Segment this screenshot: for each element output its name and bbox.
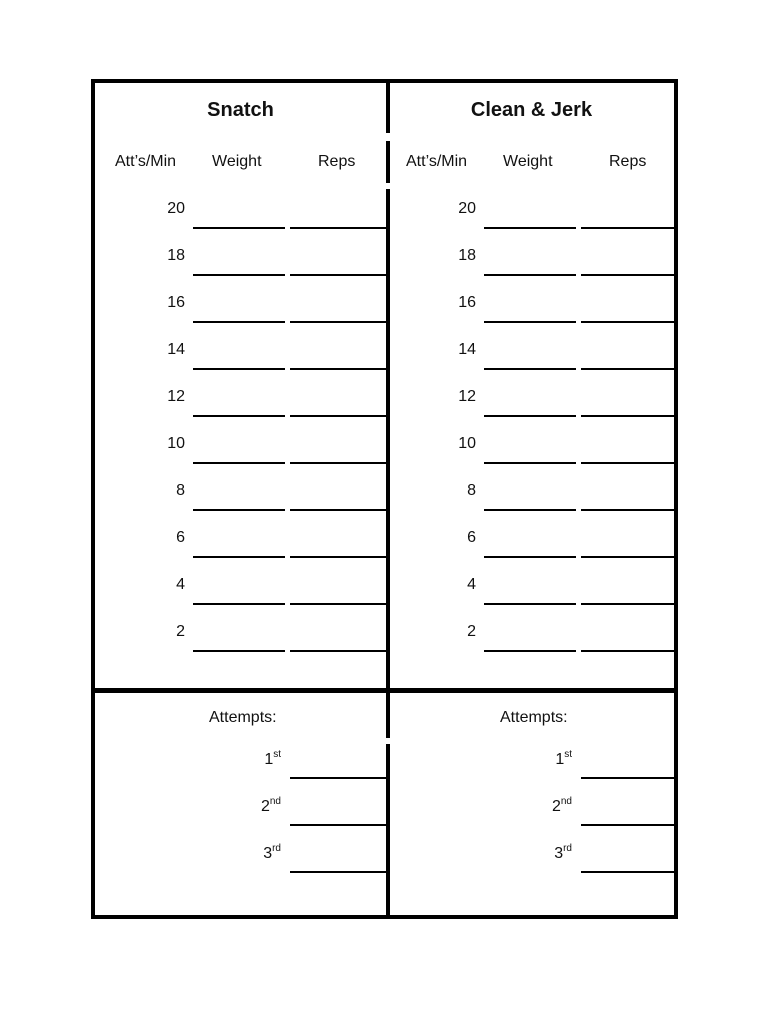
attempt-blank[interactable] [581, 777, 677, 779]
reps-header: Reps [609, 153, 647, 170]
attempt-suffix: nd [269, 796, 281, 807]
attempt-blank[interactable] [290, 777, 386, 779]
attempt-blank[interactable] [581, 871, 677, 873]
section-divider [95, 688, 674, 693]
reps-blank[interactable] [581, 368, 677, 370]
att-min-value: 4 [467, 576, 476, 593]
weight-blank[interactable] [193, 321, 285, 323]
attempt-ordinal [532, 798, 572, 816]
att-min-value: 10 [167, 435, 185, 452]
att-min-value: 14 [458, 341, 476, 358]
att-min-value: 6 [176, 529, 185, 546]
reps-blank[interactable] [290, 321, 386, 323]
reps-blank[interactable] [581, 650, 677, 652]
attempt-number: 1 [264, 751, 274, 768]
attempt-suffix: nd [560, 796, 572, 807]
reps-blank[interactable] [290, 556, 386, 558]
reps-blank[interactable] [290, 415, 386, 417]
weight-blank[interactable] [193, 556, 285, 558]
reps-blank[interactable] [290, 274, 386, 276]
attempt-number: 2 [551, 798, 561, 815]
weight-blank[interactable] [193, 650, 285, 652]
reps-blank[interactable] [581, 227, 677, 229]
reps-blank[interactable] [581, 603, 677, 605]
weight-blank[interactable] [484, 274, 576, 276]
weight-blank[interactable] [484, 603, 576, 605]
attempt-number: 3 [554, 845, 564, 862]
reps-blank[interactable] [581, 321, 677, 323]
att-min-value: 8 [176, 482, 185, 499]
attempt-number: 1 [555, 751, 565, 768]
weight-blank[interactable] [193, 368, 285, 370]
weight-blank[interactable] [484, 462, 576, 464]
weight-blank[interactable] [484, 227, 576, 229]
weight-blank[interactable] [193, 603, 285, 605]
attempt-blank[interactable] [290, 871, 386, 873]
att-min-value: 20 [167, 200, 185, 217]
center-divider [386, 141, 390, 183]
attempt-ordinal [241, 798, 281, 816]
att-min-value: 10 [458, 435, 476, 452]
reps-blank[interactable] [581, 509, 677, 511]
reps-blank[interactable] [581, 462, 677, 464]
reps-blank[interactable] [290, 509, 386, 511]
attempt-ordinal [241, 751, 281, 769]
attempt-suffix: rd [563, 843, 572, 854]
att-min-value: 20 [458, 200, 476, 217]
weight-blank[interactable] [484, 556, 576, 558]
attempt-ordinal [532, 751, 572, 769]
lifting-sheet [91, 79, 678, 919]
attempts-label: Attempts: [209, 709, 277, 726]
att-min-value: 4 [176, 576, 185, 593]
reps-blank[interactable] [290, 227, 386, 229]
attempt-suffix: st [273, 749, 281, 760]
attempt-suffix: st [564, 749, 572, 760]
weight-header: Weight [503, 153, 553, 170]
weight-blank[interactable] [193, 462, 285, 464]
reps-blank[interactable] [290, 650, 386, 652]
attempt-suffix: rd [272, 843, 281, 854]
center-divider [386, 744, 390, 919]
att-min-value: 16 [167, 294, 185, 311]
reps-blank[interactable] [290, 368, 386, 370]
attempts-label: Attempts: [500, 709, 568, 726]
atts-per-min-header: Att’s/Min [115, 153, 177, 170]
attempt-ordinal [532, 845, 572, 863]
weight-blank[interactable] [193, 415, 285, 417]
att-min-value: 16 [458, 294, 476, 311]
att-min-value: 18 [458, 247, 476, 264]
reps-blank[interactable] [290, 462, 386, 464]
weight-blank[interactable] [484, 415, 576, 417]
att-min-value: 12 [458, 388, 476, 405]
weight-blank[interactable] [484, 509, 576, 511]
reps-blank[interactable] [581, 274, 677, 276]
center-divider [386, 694, 390, 738]
att-min-value: 18 [167, 247, 185, 264]
center-divider [386, 189, 390, 704]
attempt-blank[interactable] [581, 824, 677, 826]
weight-blank[interactable] [193, 509, 285, 511]
reps-blank[interactable] [581, 415, 677, 417]
reps-blank[interactable] [290, 603, 386, 605]
att-min-value: 8 [467, 482, 476, 499]
att-min-value: 6 [467, 529, 476, 546]
reps-header: Reps [318, 153, 356, 170]
attempt-number: 3 [263, 845, 273, 862]
weight-blank[interactable] [484, 650, 576, 652]
reps-blank[interactable] [581, 556, 677, 558]
weight-blank[interactable] [193, 227, 285, 229]
attempt-number: 2 [260, 798, 270, 815]
att-min-value: 12 [167, 388, 185, 405]
clean-jerk-title: Clean & Jerk [470, 99, 593, 121]
att-min-value: 2 [176, 623, 185, 640]
attempt-ordinal [241, 845, 281, 863]
att-min-value: 2 [467, 623, 476, 640]
atts-per-min-header: Att’s/Min [406, 153, 468, 170]
attempt-blank[interactable] [290, 824, 386, 826]
weight-blank[interactable] [193, 274, 285, 276]
weight-blank[interactable] [484, 321, 576, 323]
snatch-title: Snatch [207, 99, 274, 121]
weight-header: Weight [212, 153, 262, 170]
att-min-value: 14 [167, 341, 185, 358]
weight-blank[interactable] [484, 368, 576, 370]
